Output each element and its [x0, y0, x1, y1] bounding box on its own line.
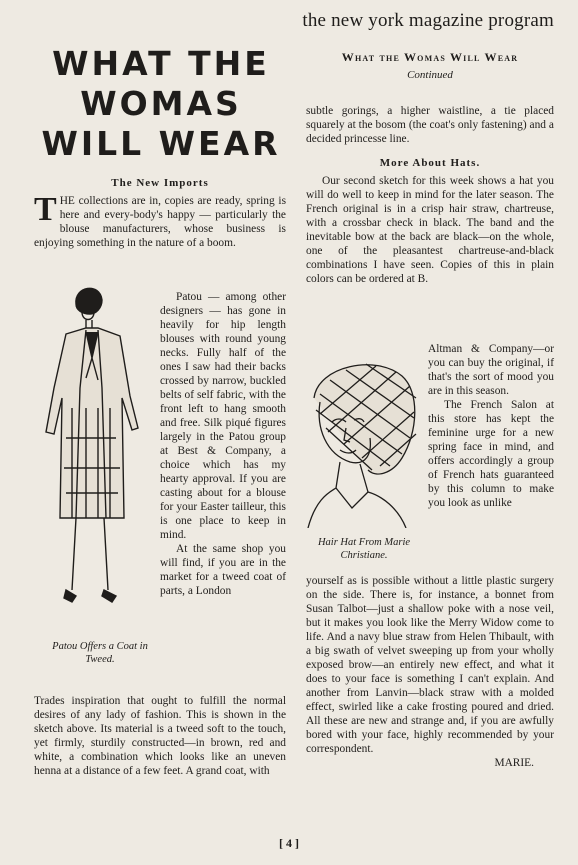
title-line-1: WHAT THE	[52, 44, 270, 83]
page-title	[26, 44, 296, 164]
right-para-2: Our second sketch for this week shows a hat you will do well to keep in mind for the later season. The French original is in a crisp hair straw, chartreuse, with a crossbar check in black. The band and the inevitable bow at the back are black—on the whole, one of the pleasantest chartreuse-and-black combinations I have seen. Copies of this in plain colors can be ordered at B.	[306, 175, 554, 285]
left-intro	[34, 176, 286, 250]
title-line-2: WOMAS	[80, 84, 242, 123]
left-narrow-column	[160, 290, 286, 598]
right-continuation	[306, 574, 554, 770]
left-caption: Patou Offers a Coat in Tweed.	[52, 641, 148, 665]
page-number: [ 4 ]	[279, 836, 299, 850]
hat-woman-illustration	[306, 358, 420, 528]
left-para-3: At the same shop you will find, if you are in the market for a tweed coat of parts, a London	[160, 543, 286, 597]
left-continuation	[34, 694, 286, 778]
running-head: the new york magazine program	[302, 10, 554, 31]
title-line-3: WILL WEAR	[41, 124, 281, 163]
right-subhead: More About Hats.	[379, 157, 481, 169]
right-para-3-side: The French Salon at this store has kept the feminine urge for a new spring face in mind, and offers accordingly a group of French hats guaranteed by this column to make you look as unlike	[428, 399, 554, 509]
right-para-1: subtle gorings, a higher waistline, a tie placed squarely at the bosom (the coat's only fastening) and a decided princesse line.	[306, 105, 554, 145]
right-top	[306, 104, 554, 286]
right-caption: Hair Hat From Marie Christiane.	[317, 537, 411, 561]
right-header	[306, 50, 554, 81]
coat-figure-illustration	[36, 278, 150, 618]
right-header-title: What the Womas Will Wear	[341, 50, 519, 64]
right-para-3-cont: yourself as is possible without a little plastic surgery on the side. There is, for instance, a bonnet from Susan Talbot—just a shallow poke with a nose veil, but it makes you look like the Merry Widow come to life. And a navy blue straw from Helen Thibault, with a big swath of velvet sweeping up from your wholly exposed brow—an entirely new effect, and what it does to your face is something I can't explain. And another from Lanvin—black straw with a molded effect, swirled like a cake frosting poured and dried. All these are new and strange and, if you are awfully bored with your face, highly recommended by your correspondent.	[306, 575, 554, 755]
right-para-2-side: Altman & Company—or you can buy the original, if that's the sort of mood you are in this season.	[428, 343, 554, 397]
left-para-2: Patou — among other designers — has gone in heavily for hip length blouses with round young necks. Fully half of the ones I saw had their backs crossed by narrow, buckled belts of self fabric, with the front left to hang smooth and free. Silk piqué figures largely in the Patou group at Best & Company, a choice which has my hearty approval. If you are casting about for a blouse for your Easter tailleur, this is one place to keep in mind.	[160, 291, 286, 541]
signature: MARIE.	[494, 757, 534, 769]
continued-label: Continued	[407, 69, 453, 81]
left-subhead: The New Imports	[111, 177, 209, 189]
left-para-3-cont: Trades inspiration that ought to fulfill the normal desires of any lady of fashion. This is shown in the sketch above. Its material is a tweed soft to the touch, yet firmly, sturdily constructed—in brown, red and white, a combination which looks like an uneven henna at a distance of a few feet. A grand coat, with	[34, 695, 286, 777]
drop-cap: T	[34, 191, 57, 228]
right-narrow-column	[428, 342, 554, 510]
left-para-1: THE collections are in, copies are ready, spring is here and every-body's happy — particularly the blouse manufacturers, whose business is enjoying something in the nature of a boom.	[34, 191, 286, 249]
